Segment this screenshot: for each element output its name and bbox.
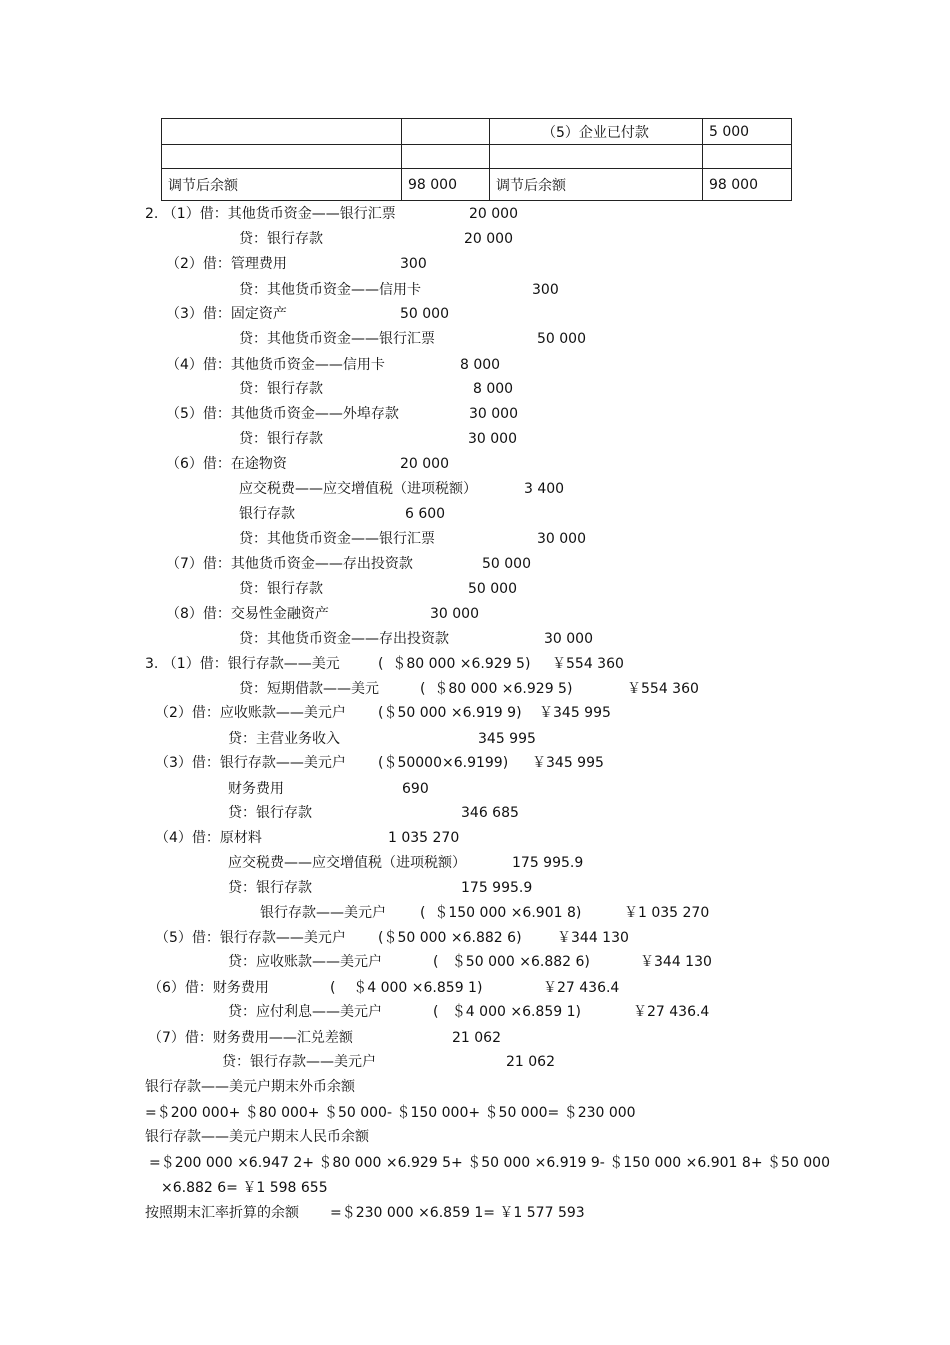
entry-text: 贷：应付利息——美元户 (228, 1004, 382, 1020)
entry-text: 应交税费——应交增值税（进项税额） (228, 855, 466, 871)
entry-text: 贷：银行存款 (239, 431, 323, 447)
entry-amount: 20 000 (400, 456, 449, 472)
table-cell (402, 145, 490, 169)
journal-line (0, 254, 950, 276)
entry-amount: ( ＄4 000 ×6.859 1) (330, 980, 483, 996)
entry-amount: ￥27 436.4 (633, 1004, 710, 1020)
entry-amount: 21 062 (506, 1054, 555, 1070)
journal-line (0, 1178, 950, 1200)
entry-text: 贷：银行存款 (239, 231, 323, 247)
entry-text: 贷：其他货币资金——银行汇票 (239, 331, 435, 347)
journal-line (0, 1002, 950, 1024)
table-cell: 98 000 (703, 169, 792, 201)
table-cell (703, 145, 792, 169)
entry-amount: ( ＄150 000 ×6.901 8) (420, 905, 582, 921)
table-cell: 98 000 (402, 169, 490, 201)
entry-amount: 300 (400, 256, 427, 272)
journal-line (0, 654, 950, 676)
entry-text: =＄200 000 ×6.947 2+ ＄80 000 ×6.929 5+ ＄50 000 ×6.919 9- ＄150 000 ×6.901 8+ ＄50 000 (149, 1155, 830, 1171)
entry-amount: 50 000 (468, 581, 517, 597)
entry-amount: 3 400 (524, 481, 565, 497)
entry-text: 贷：其他货币资金——信用卡 (239, 282, 421, 298)
entry-amount: ( ＄80 000 ×6.929 5) (378, 656, 531, 672)
entry-text: 贷：银行存款——美元户 (222, 1054, 376, 1070)
entry-amount: ( ＄4 000 ×6.859 1) (433, 1004, 581, 1020)
entry-amount: 345 995 (478, 731, 536, 747)
entry-amount: ( ＄50 000 ×6.882 6) (433, 954, 590, 970)
entry-amount: 20 000 (464, 231, 513, 247)
entry-text: 2. （1）借：其他货币资金——银行汇票 (145, 206, 396, 222)
journal-line (0, 379, 950, 401)
entry-amount: ￥27 436.4 (543, 980, 620, 996)
entry-amount: 30 000 (537, 531, 586, 547)
entry-text: （5）借：银行存款——美元户 (155, 930, 346, 946)
entry-amount: ￥345 995 (532, 755, 604, 771)
entry-text: 银行存款——美元户 (260, 905, 386, 921)
entry-amount: (＄50000×6.9199) (378, 755, 509, 771)
entry-text: 应交税费——应交增值税（进项税额） (239, 481, 477, 497)
journal-line (0, 479, 950, 501)
journal-line (0, 978, 950, 1000)
entry-amount: ￥1 035 270 (624, 905, 710, 921)
entry-amount: (＄50 000 ×6.882 6) (378, 930, 522, 946)
entry-text: 贷：其他货币资金——存出投资款 (239, 631, 449, 647)
entry-amount: 20 000 (469, 206, 518, 222)
journal-line (0, 604, 950, 626)
entry-amount: 690 (402, 781, 429, 797)
journal-line (0, 703, 950, 725)
entry-amount: 30 000 (468, 431, 517, 447)
journal-line (0, 329, 950, 351)
entry-text: 贷：短期借款——美元 (239, 681, 379, 697)
journal-line (0, 1103, 950, 1125)
entry-text: （6）借：在途物资 (166, 456, 287, 472)
journal-line (0, 753, 950, 775)
journal-line (0, 903, 950, 925)
entry-amount: =＄230 000 ×6.859 1= ￥1 577 593 (330, 1205, 585, 1221)
journal-line (0, 729, 950, 751)
journal-line (0, 280, 950, 302)
entry-text: （2）借：应收账款——美元户 (155, 705, 346, 721)
journal-line (0, 1153, 950, 1175)
entry-amount: 50 000 (482, 556, 531, 572)
entry-amount: 8 000 (460, 357, 501, 373)
entry-text: 贷：主营业务收入 (228, 731, 340, 747)
bank-reconciliation-table (161, 118, 792, 201)
journal-line (0, 304, 950, 326)
journal-line (0, 504, 950, 526)
journal-line (0, 828, 950, 850)
entry-amount: 30 000 (430, 606, 479, 622)
table-cell: 5 000 (703, 119, 792, 145)
entry-amount: 346 685 (461, 805, 519, 821)
entry-amount: 175 995.9 (461, 880, 533, 896)
table-cell (402, 119, 490, 145)
entry-amount: ￥554 360 (627, 681, 699, 697)
entry-amount: ￥344 130 (640, 954, 712, 970)
entry-amount: ￥554 360 (552, 656, 624, 672)
journal-line (0, 928, 950, 950)
entry-text: （7）借：财务费用——汇兑差额 (148, 1030, 353, 1046)
entry-text: （6）借：财务费用 (148, 980, 269, 996)
entry-text: （8）借：交易性金融资产 (166, 606, 329, 622)
journal-line (0, 853, 950, 875)
entry-text: 贷：应收账款——美元户 (228, 954, 382, 970)
entry-amount: 50 000 (537, 331, 586, 347)
entry-text: ×6.882 6= ￥1 598 655 (161, 1180, 328, 1196)
table-row (162, 169, 792, 201)
entry-text: （2）借：管理费用 (166, 256, 287, 272)
journal-line (0, 579, 950, 601)
entry-amount: ( ＄80 000 ×6.929 5) (420, 681, 573, 697)
entry-text: 贷：银行存款 (228, 805, 312, 821)
journal-line (0, 454, 950, 476)
journal-line (0, 1203, 950, 1225)
entry-amount: ￥345 995 (539, 705, 611, 721)
entry-amount: 1 035 270 (388, 830, 460, 846)
journal-line (0, 1052, 950, 1074)
journal-line (0, 878, 950, 900)
journal-line (0, 679, 950, 701)
table-cell: （5）企业已付款 (490, 119, 703, 145)
journal-line (0, 1127, 950, 1149)
entry-text: 贷：银行存款 (228, 880, 312, 896)
journal-line (0, 429, 950, 451)
journal-line (0, 952, 950, 974)
journal-line (0, 204, 950, 226)
entry-text: 贷：其他货币资金——银行汇票 (239, 531, 435, 547)
journal-line (0, 1028, 950, 1050)
entry-amount: 50 000 (400, 306, 449, 322)
journal-line (0, 803, 950, 825)
entry-amount: 21 062 (452, 1030, 501, 1046)
table-row (162, 119, 792, 145)
table-cell (490, 145, 703, 169)
entry-amount: 30 000 (544, 631, 593, 647)
entry-amount: 6 600 (405, 506, 446, 522)
entry-text: =＄200 000+ ＄80 000+ ＄50 000- ＄150 000+ ＄50 000= ＄230 000 (145, 1105, 636, 1121)
entry-amount: 30 000 (469, 406, 518, 422)
entry-text: 按照期末汇率折算的余额 (145, 1205, 299, 1221)
table-cell: 调节后余额 (490, 169, 703, 201)
entry-text: （5）借：其他货币资金——外埠存款 (166, 406, 399, 422)
entry-amount: 8 000 (473, 381, 514, 397)
entry-text: 贷：银行存款 (239, 381, 323, 397)
entry-text: 银行存款——美元户期末人民币余额 (145, 1129, 369, 1145)
journal-line (0, 779, 950, 801)
entry-text: （4）借：原材料 (155, 830, 262, 846)
entry-amount: 300 (532, 282, 559, 298)
journal-line (0, 404, 950, 426)
entry-text: 3. （1）借：银行存款——美元 (145, 656, 340, 672)
entry-text: （3）借：银行存款——美元户 (155, 755, 346, 771)
journal-line (0, 229, 950, 251)
entry-text: （3）借：固定资产 (166, 306, 287, 322)
table-cell (162, 145, 402, 169)
journal-line (0, 629, 950, 651)
journal-line (0, 355, 950, 377)
table-cell (162, 119, 402, 145)
entry-text: 财务费用 (228, 781, 284, 797)
entry-amount: ￥344 130 (557, 930, 629, 946)
entry-amount: 175 995.9 (512, 855, 584, 871)
entry-amount: (＄50 000 ×6.919 9) (378, 705, 522, 721)
journal-line (0, 554, 950, 576)
entry-text: 贷：银行存款 (239, 581, 323, 597)
table-cell: 调节后余额 (162, 169, 402, 201)
entry-text: 银行存款 (239, 506, 295, 522)
entry-text: 银行存款——美元户期末外币余额 (145, 1079, 355, 1095)
journal-line (0, 529, 950, 551)
entry-text: （4）借：其他货币资金——信用卡 (166, 357, 385, 373)
journal-line (0, 1077, 950, 1099)
table-row (162, 145, 792, 169)
entry-text: （7）借：其他货币资金——存出投资款 (166, 556, 413, 572)
